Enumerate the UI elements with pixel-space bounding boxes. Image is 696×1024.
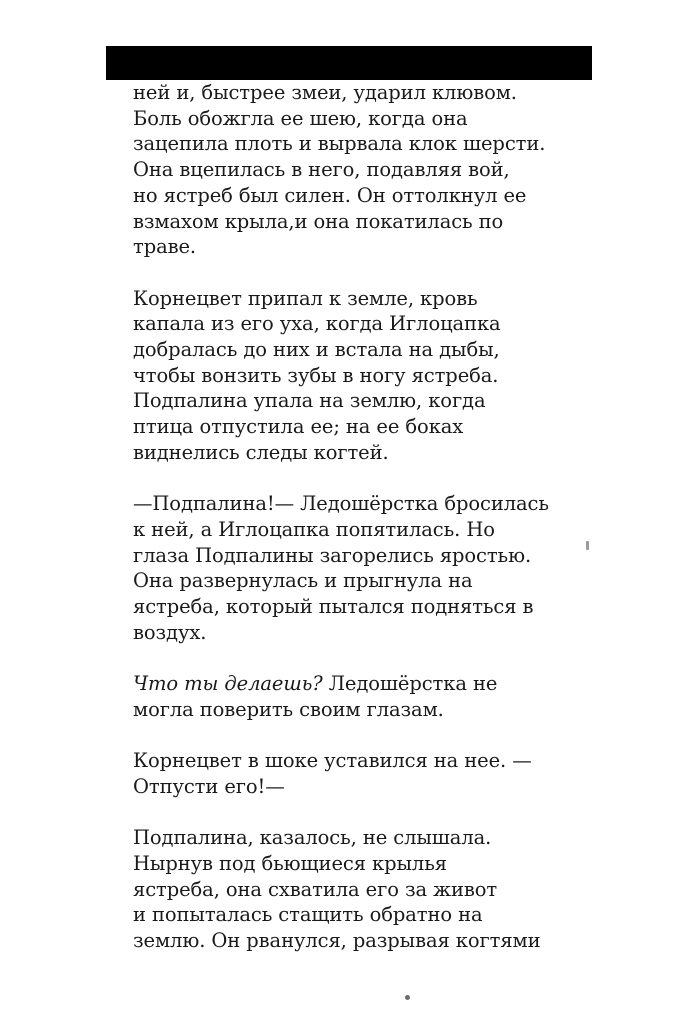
text-line: землю. Он рванулся, разрывая когтями <box>133 929 541 953</box>
text-line: птица отпустила ее; на ее боках <box>133 415 464 439</box>
paragraph-1 <box>133 80 573 260</box>
text-line: Нырнув под бьющиеся крылья <box>133 852 447 876</box>
text-line: зацепила плоть и вырвала клок шерсти. <box>133 132 546 156</box>
text-line: Корнецвет в шоке уставился на нее. — <box>133 749 532 773</box>
text-line: чтобы вонзить зубы в ногу ястреба. <box>133 363 499 387</box>
paragraph-3 <box>133 491 573 645</box>
scroll-indicator[interactable] <box>586 541 589 550</box>
text-line: но ястреб был силен. Он оттолкнул ее <box>133 183 527 207</box>
text-line: и попыталась стащить обратно на <box>133 903 483 927</box>
text-line: траве. <box>133 235 197 259</box>
paragraph-2 <box>133 286 573 466</box>
text-fragment-mark <box>405 995 410 1000</box>
text-line: Подпалина, казалось, не слышала. <box>133 826 492 850</box>
text-line: Она развернулась и прыгнула на <box>133 569 473 593</box>
text-line: Боль обожгла ее шею, когда она <box>133 106 468 130</box>
story-text <box>133 80 573 980</box>
text-line: виднелись следы когтей. <box>133 440 389 464</box>
text-line: к ней, а Иглоцапка попятилась. Но <box>133 517 495 541</box>
text-line: добралась до них и встала на дыбы, <box>133 338 500 362</box>
text-line: Корнецвет припал к земле, кровь <box>133 286 478 310</box>
redaction-bar <box>106 46 592 80</box>
paragraph-4 <box>133 671 573 722</box>
text-line: ястреба, который пытался подняться в <box>133 595 534 619</box>
text-line: ястреба, она схватила его за живот <box>133 877 498 901</box>
paragraph-6 <box>133 825 573 954</box>
text-line: Она вцепилась в него, подавляя вой, <box>133 158 510 182</box>
paragraph-5 <box>133 748 573 799</box>
text-line: глаза Подпалины загорелись яростью. <box>133 543 532 567</box>
text-line: Подпалина упала на землю, когда <box>133 389 486 413</box>
text-line: воздух. <box>133 620 207 644</box>
text-line: Отпусти его!— <box>133 774 285 798</box>
text-line: —Подпалина!— Ледошёрстка бросилась <box>133 492 549 516</box>
text-line: капала из его уха, когда Иглоцапка <box>133 312 501 336</box>
text-fragment: Ледошёрстка не <box>322 672 498 696</box>
text-line: могла поверить своим глазам. <box>133 697 444 721</box>
text-line <box>133 671 573 697</box>
text-line: ней и, быстрее змеи, ударил клювом. <box>133 81 517 104</box>
text-line: взмахом крыла,и она покатилась по <box>133 209 504 233</box>
italic-thought: Что ты делаешь? <box>133 672 323 696</box>
